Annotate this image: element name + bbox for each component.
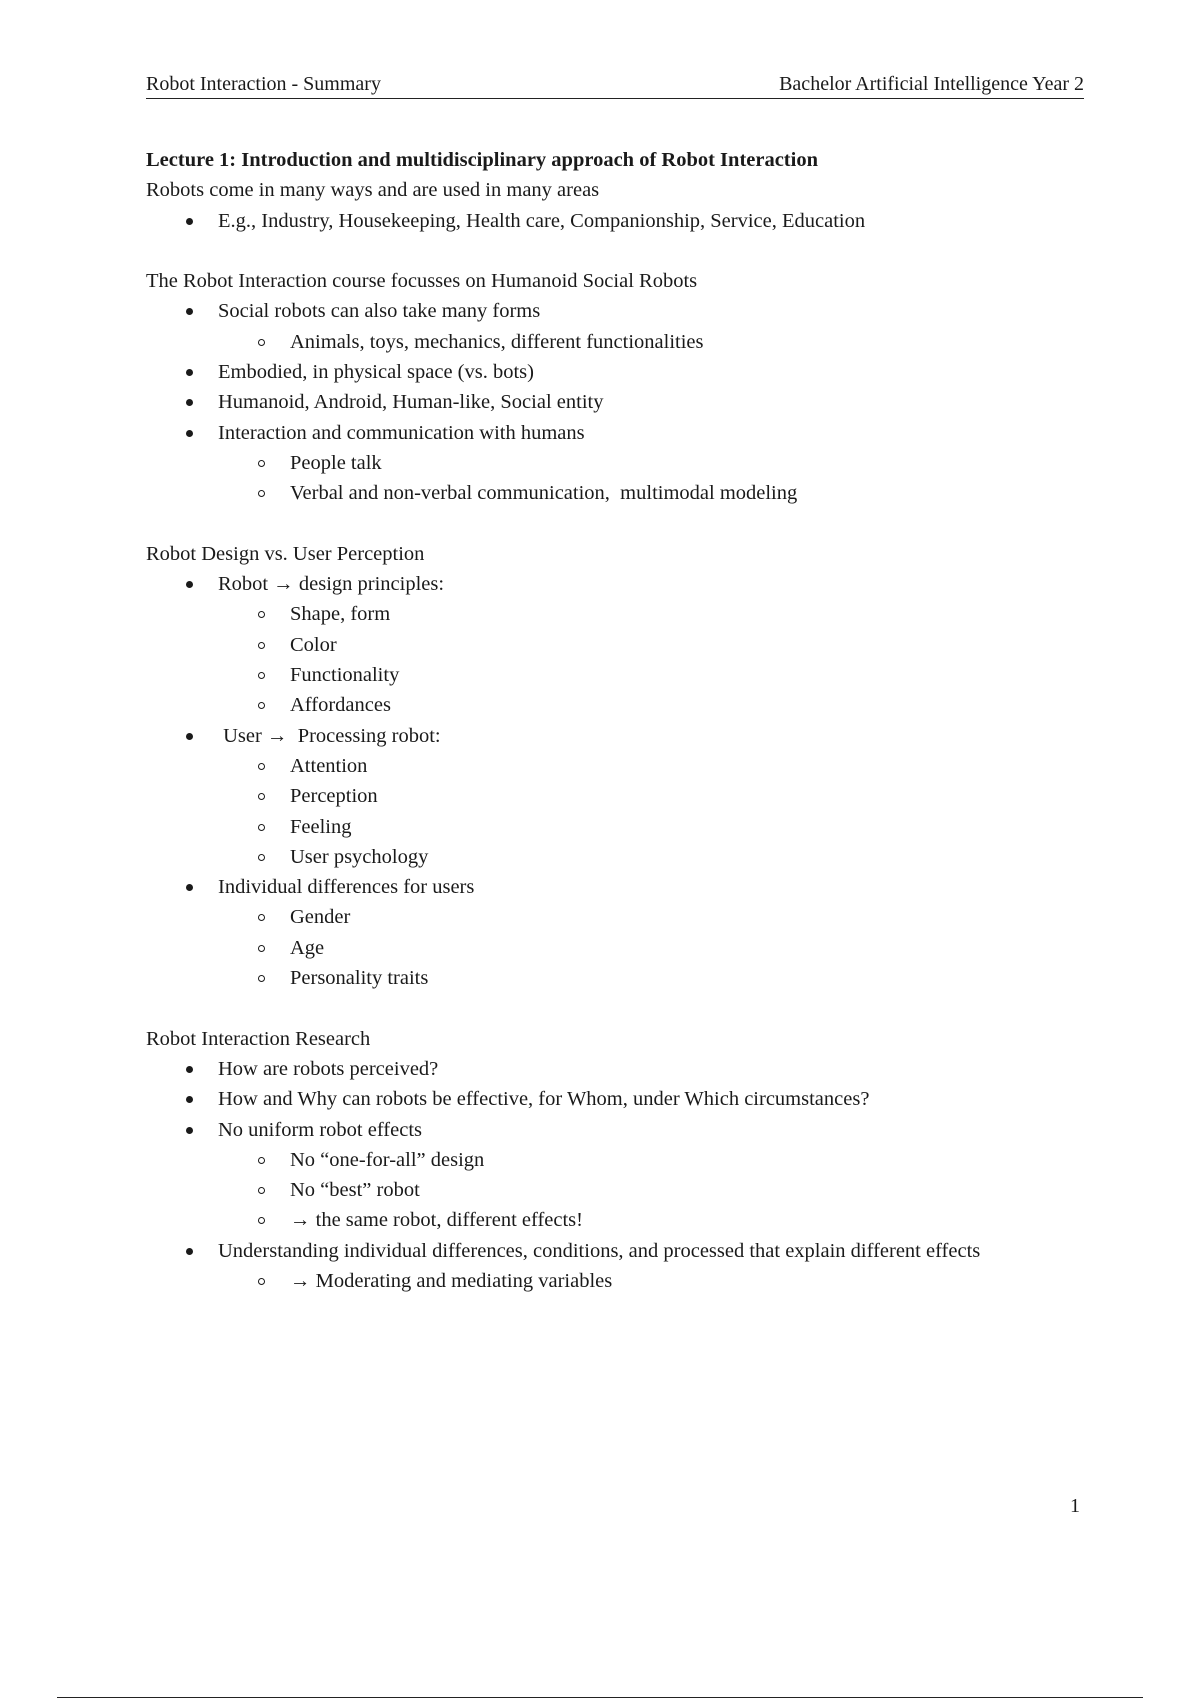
sub-bullet-list [218, 1266, 1084, 1296]
bullet-item [146, 206, 1084, 236]
bullet-text: No uniform robot effects [218, 1118, 422, 1141]
sub-bullet-list [218, 902, 1084, 993]
section [146, 539, 1084, 993]
bullet-item [146, 721, 1084, 872]
sub-bullet-item: Verbal and non-verbal communication, multimodal modeling [146, 478, 1084, 508]
bullet-text: Social robots can also take many forms [218, 300, 541, 323]
section-title: The Robot Interaction course focusses on Humanoid Social Robots [146, 270, 698, 293]
sub-bullet-item: No “best” robot [146, 1175, 1084, 1205]
section [146, 1024, 1084, 1297]
header-course-title: Robot Interaction - Summary [146, 73, 381, 95]
bullet-text: Humanoid, Android, Human-like, Social entity [218, 391, 604, 414]
sub-bullet-item: Attention [146, 751, 1084, 781]
section-title: Robot Design vs. User Perception [146, 542, 425, 565]
sub-bullet-list [218, 751, 1084, 872]
sub-bullet-item: Affordances [146, 690, 1084, 720]
bullet-item [146, 872, 1084, 993]
section [146, 175, 1084, 236]
bullet-text: User → Processing robot: [218, 724, 441, 747]
sub-bullet-item: Gender [146, 902, 1084, 932]
sub-bullet-list [218, 327, 1084, 357]
bullet-list [146, 206, 1084, 236]
bullet-item [146, 1054, 1084, 1084]
bullet-item [146, 1084, 1084, 1114]
bullet-item [146, 1115, 1084, 1236]
bullet-item [146, 1236, 1084, 1297]
sub-bullet-item: Age [146, 933, 1084, 963]
section-title: Robots come in many ways and are used in many areas [146, 179, 600, 202]
bullet-text: Individual differences for users [218, 876, 475, 899]
lecture-title: Lecture 1: Introduction and multidisciplinary approach of Robot Interaction [146, 149, 818, 171]
bullet-item [146, 387, 1084, 417]
bullet-text: Interaction and communication with humans [218, 421, 585, 444]
page-number: 1 [1070, 1495, 1080, 1517]
bullet-item [146, 296, 1084, 357]
bullet-text: E.g., Industry, Housekeeping, Health care, Companionship, Service, Education [218, 209, 866, 232]
header-program: Bachelor Artificial Intelligence Year 2 [779, 73, 1084, 95]
bullet-item [146, 357, 1084, 387]
sections-container [146, 175, 1084, 1296]
sub-bullet-item: Feeling [146, 812, 1084, 842]
sub-bullet-item: People talk [146, 448, 1084, 478]
bullet-item [146, 569, 1084, 720]
sub-bullet-item: Functionality [146, 660, 1084, 690]
section-title: Robot Interaction Research [146, 1027, 371, 1050]
bullet-text: Robot → design principles: [218, 573, 445, 596]
sub-bullet-item: Shape, form [146, 599, 1084, 629]
sub-bullet-list [218, 599, 1084, 720]
bullet-list [146, 569, 1084, 993]
bullet-text: How are robots perceived? [218, 1057, 439, 1080]
bullet-list [146, 1054, 1084, 1296]
document-body [146, 145, 1084, 1327]
sub-bullet-item: Perception [146, 781, 1084, 811]
bullet-text: How and Why can robots be effective, for Whom, under Which circumstances? [218, 1088, 870, 1111]
bullet-item [146, 418, 1084, 509]
bullet-list [146, 296, 1084, 508]
sub-bullet-item: Animals, toys, mechanics, different functionalities [146, 327, 1084, 357]
sub-bullet-item: No “one-for-all” design [146, 1145, 1084, 1175]
bullet-text: Understanding individual differences, conditions, and processed that explain different effects [218, 1239, 981, 1262]
section [146, 266, 1084, 508]
page-header [146, 72, 1084, 99]
sub-bullet-item: User psychology [146, 842, 1084, 872]
sub-bullet-list [218, 448, 1084, 509]
sub-bullet-item: Color [146, 630, 1084, 660]
bullet-text: Embodied, in physical space (vs. bots) [218, 361, 534, 384]
sub-bullet-item: Personality traits [146, 963, 1084, 993]
sub-bullet-item: → the same robot, different effects! [146, 1205, 1084, 1235]
sub-bullet-item: → Moderating and mediating variables [146, 1266, 1084, 1296]
bottom-rule [57, 1697, 1143, 1698]
sub-bullet-list [218, 1145, 1084, 1236]
